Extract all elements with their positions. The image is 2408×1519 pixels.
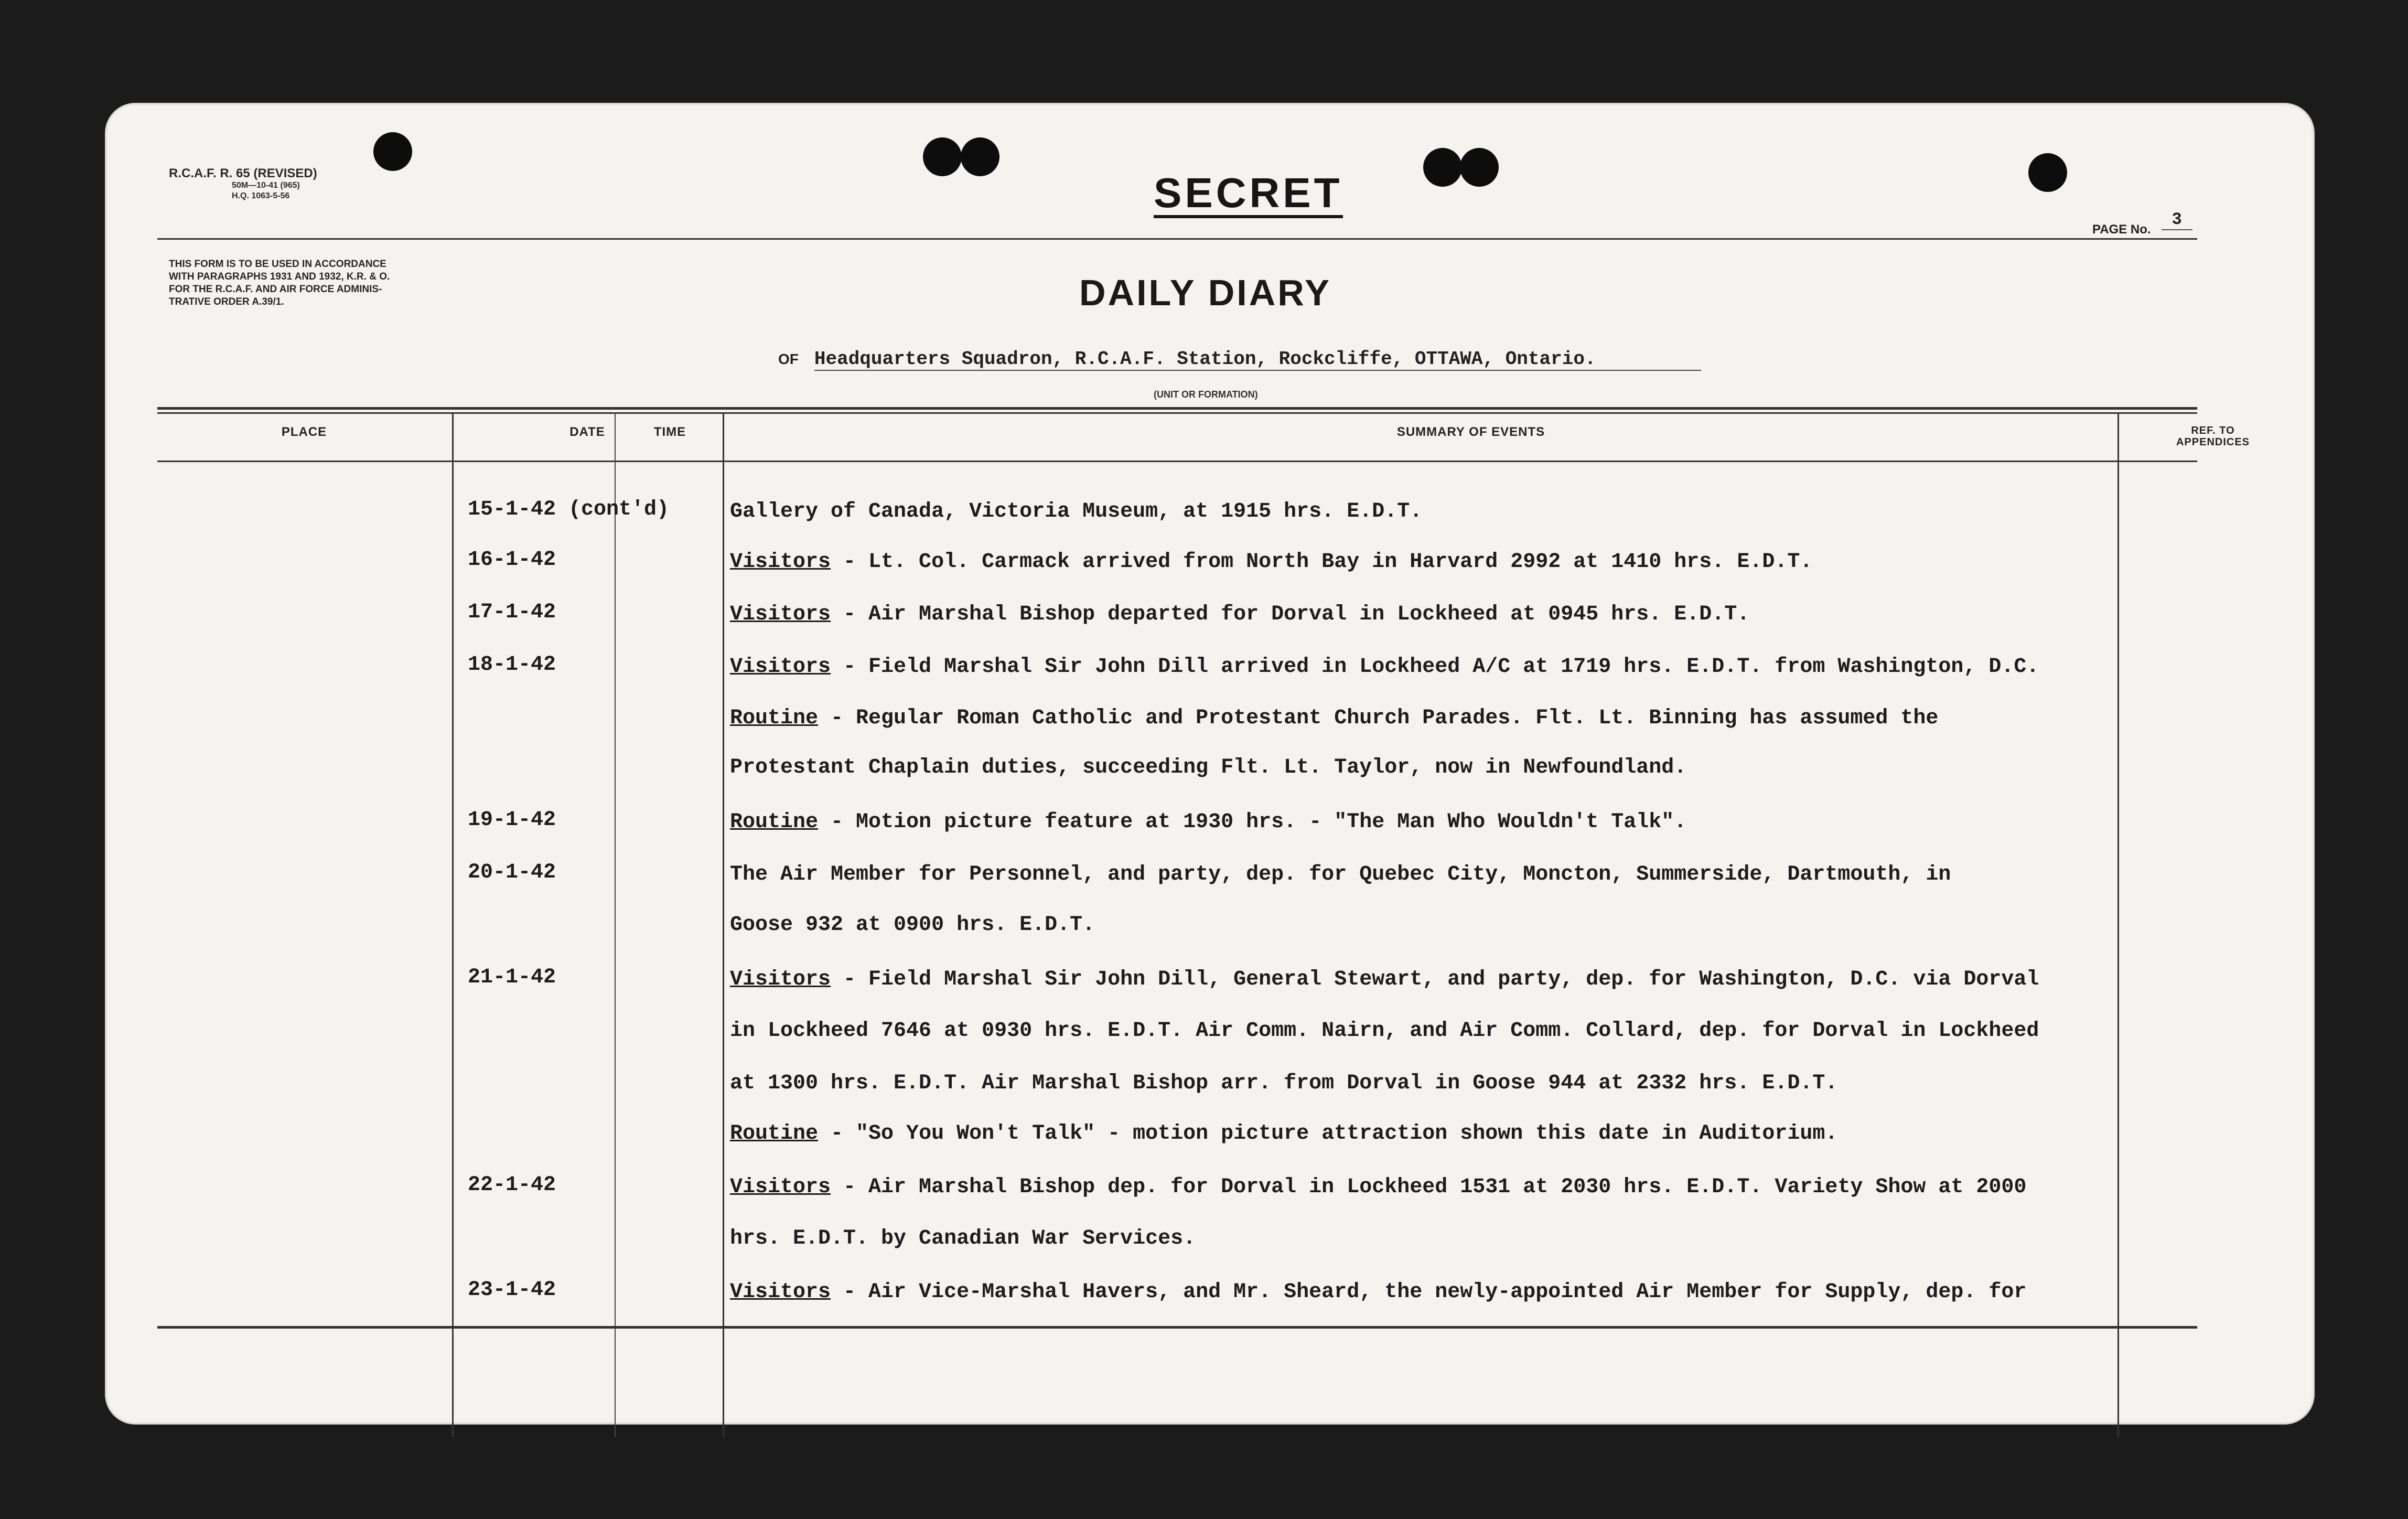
- entry-summary: [730, 602, 1749, 627]
- entry-keyword: Visitors: [730, 1280, 831, 1304]
- entry-summary: [730, 1121, 1837, 1147]
- entry-summary: [730, 862, 1951, 887]
- entry-text: - Lt. Col. Carmack arrived from North Bay in Harvard 2992 at 1410 hrs. E.D.T.: [831, 550, 1813, 574]
- entry-text: - Motion picture feature at 1930 hrs. - "The Man Who Wouldn't Talk".: [818, 810, 1687, 834]
- column-header-summary: SUMMARY OF EVENTS: [1396, 425, 1545, 439]
- entry-text: - Regular Roman Catholic and Protestant Church Parades. Flt. Lt. Binning has assumed the: [818, 707, 1939, 730]
- entry-summary: [730, 1019, 2039, 1044]
- column-header-ref: [2119, 425, 2307, 448]
- unit-value: Headquarters Squadron, R.C.A.F. Station, Rockcliffe, OTTAWA, Ontario.: [814, 348, 1701, 371]
- entry-text: - Field Marshal Sir John Dill arrived in Lockheed A/C at 1719 hrs. E.D.T. from Washington, D.C.: [831, 655, 2039, 679]
- form-instructions: [169, 258, 567, 308]
- entry-date: 17-1-42: [468, 601, 556, 624]
- entry-date: 20-1-42: [468, 861, 556, 884]
- entry-keyword: Visitors: [730, 603, 831, 626]
- column-header-place: PLACE: [281, 425, 327, 439]
- column-header-time: TIME: [653, 425, 686, 439]
- ref-header-line: APPENDICES: [2176, 436, 2250, 448]
- entry-summary: [730, 967, 2039, 992]
- entry-date: 15-1-42 (cont'd): [468, 498, 670, 521]
- entry-keyword: Routine: [730, 1122, 819, 1146]
- instruction-line: WITH PARAGRAPHS 1931 AND 1932, K.R. & O.: [169, 271, 390, 282]
- entry-text: - Air Vice-Marshal Havers, and Mr. Sheard, the newly-appointed Air Member for Supply, dep. for: [831, 1280, 2027, 1304]
- entry-keyword: Visitors: [730, 655, 831, 679]
- diary-card: [105, 103, 2315, 1425]
- entry-date: 23-1-42: [468, 1278, 556, 1302]
- entry-text: hrs. E.D.T. by Canadian War Services.: [730, 1227, 1196, 1250]
- page-number-value: 3: [2162, 210, 2192, 230]
- punch-hole: [1423, 148, 1462, 187]
- entry-text: - Field Marshal Sir John Dill, General Stewart, and party, dep. for Washington, D.C. via Dorval: [831, 968, 2039, 991]
- header-divider: [157, 238, 2197, 240]
- entry-text: Goose 932 at 0900 hrs. E.D.T.: [730, 913, 1095, 937]
- table-header-border: [157, 412, 2197, 414]
- form-id-line: R.C.A.F. R. 65 (REVISED): [169, 166, 317, 180]
- table-top-border: [157, 407, 2197, 410]
- entry-summary: [730, 810, 1686, 835]
- punch-hole: [1460, 148, 1499, 187]
- entry-summary: [730, 1175, 2026, 1200]
- column-divider: [2117, 412, 2119, 1437]
- entry-summary: [730, 655, 2039, 680]
- entry-keyword: Visitors: [730, 1175, 831, 1199]
- entry-summary: [730, 550, 1812, 575]
- entry-date: 21-1-42: [468, 966, 556, 989]
- unit-line: [778, 348, 1701, 370]
- punch-hole: [961, 137, 999, 176]
- punch-hole: [2028, 153, 2067, 192]
- entry-text: The Air Member for Personnel, and party, dep. for Quebec City, Moncton, Summerside, Dartmouth, in: [730, 863, 1951, 886]
- entry-summary: [730, 755, 1686, 780]
- entry-text: at 1300 hrs. E.D.T. Air Marshal Bishop arr. from Dorval in Goose 944 at 2332 hrs. E.D.T.: [730, 1072, 1838, 1095]
- column-header-date: DATE: [569, 425, 605, 439]
- entry-text: - Air Marshal Bishop dep. for Dorval in Lockheed 1531 at 2030 hrs. E.D.T. Variety Show at 2000: [831, 1175, 2027, 1199]
- column-divider: [723, 412, 724, 1437]
- entry-date: 16-1-42: [468, 548, 556, 572]
- page-number-label: PAGE No.: [2092, 222, 2151, 237]
- form-id-line: H.Q. 1063-5-56: [232, 191, 290, 200]
- entry-date: 22-1-42: [468, 1173, 556, 1197]
- form-identifier: [169, 167, 317, 201]
- form-id-line: 50M—10-41 (965): [232, 181, 300, 190]
- punch-hole: [923, 137, 962, 176]
- entry-text: Protestant Chaplain duties, succeeding Flt. Lt. Taylor, now in Newfoundland.: [730, 756, 1687, 779]
- table-bottom-border: [157, 1326, 2197, 1329]
- punch-hole: [373, 132, 412, 171]
- entry-summary: [730, 499, 1422, 525]
- entry-keyword: Visitors: [730, 550, 831, 574]
- ref-header-line: REF. TO: [2191, 425, 2235, 436]
- secret-stamp: SECRET: [1154, 171, 1343, 218]
- entry-text: Gallery of Canada, Victoria Museum, at 1915 hrs. E.D.T.: [730, 500, 1423, 523]
- instruction-line: THIS FORM IS TO BE USED IN ACCORDANCE: [169, 259, 386, 270]
- entry-keyword: Visitors: [730, 968, 831, 991]
- entry-text: in Lockheed 7646 at 0930 hrs. E.D.T. Air Comm. Nairn, and Air Comm. Collard, dep. for Dorval in Lockheed: [730, 1019, 2039, 1043]
- entry-summary: [730, 1226, 1196, 1251]
- entry-date: 19-1-42: [468, 808, 556, 832]
- entry-keyword: Routine: [730, 810, 819, 834]
- entry-summary: [730, 706, 1938, 731]
- table-header-bottom: [157, 461, 2197, 462]
- entry-text: - "So You Won't Talk" - motion picture attraction shown this date in Auditorium.: [818, 1122, 1838, 1146]
- entry-summary: [730, 1071, 1837, 1096]
- column-divider: [615, 412, 616, 1437]
- entry-summary: [730, 913, 1095, 938]
- entry-text: - Air Marshal Bishop departed for Dorval in Lockheed at 0945 hrs. E.D.T.: [831, 603, 1750, 626]
- entry-summary: [730, 1280, 2026, 1305]
- entry-keyword: Routine: [730, 707, 819, 730]
- of-label: OF: [778, 351, 799, 367]
- unit-caption: (UNIT OR FORMATION): [1154, 389, 1258, 400]
- form-title: DAILY DIARY: [1079, 272, 1331, 313]
- page-number: [2092, 210, 2192, 239]
- column-divider: [452, 412, 454, 1437]
- instruction-line: FOR THE R.C.A.F. AND AIR FORCE ADMINIS-: [169, 284, 382, 295]
- instruction-line: TRATIVE ORDER A.39/1.: [169, 296, 284, 307]
- entry-date: 18-1-42: [468, 653, 556, 677]
